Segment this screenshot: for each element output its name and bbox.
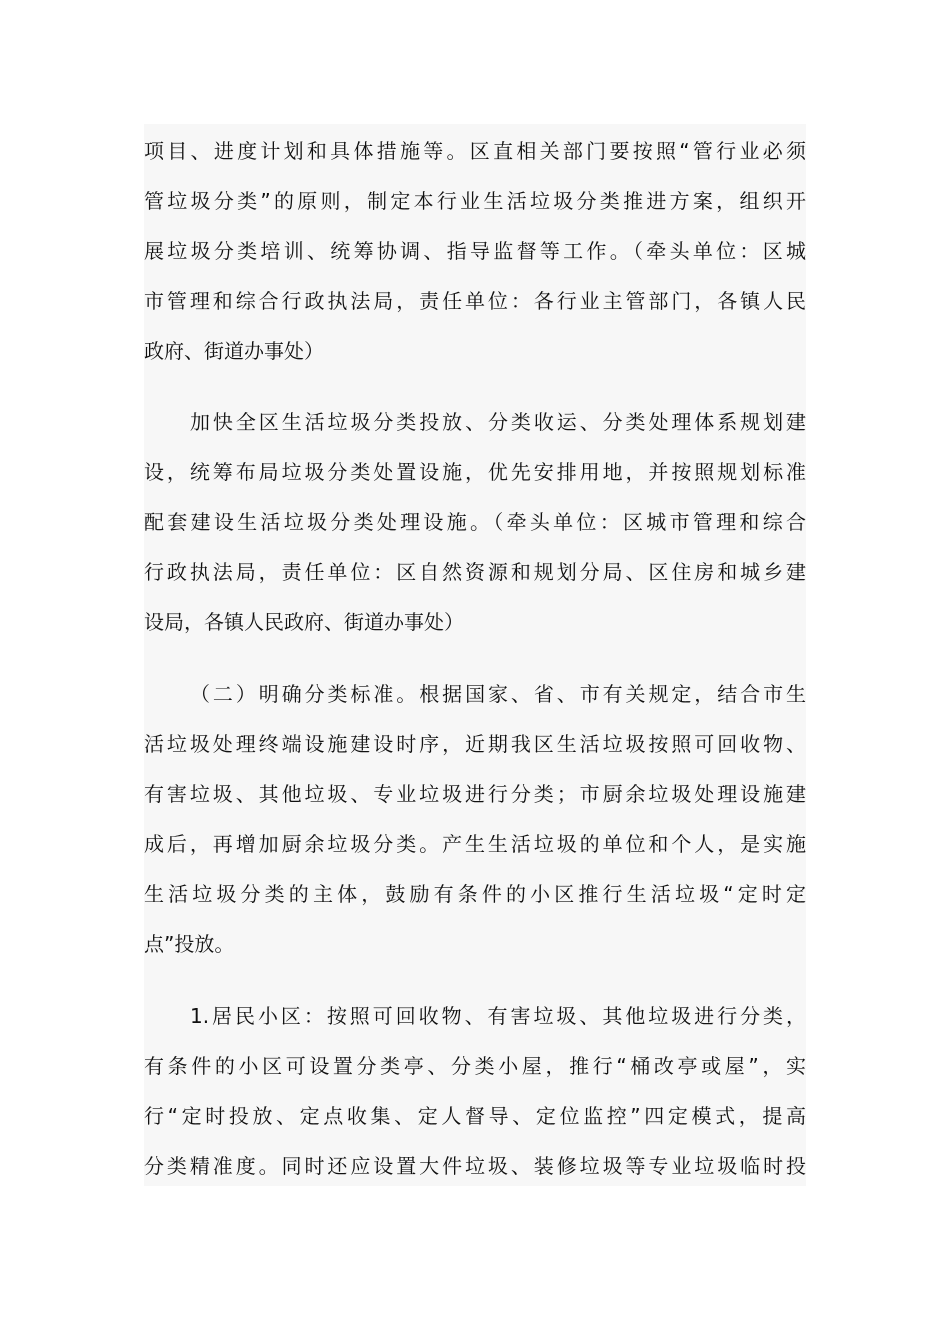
text-line: 行“定时投放、定点收集、定人督导、定位监控”四定模式，提高 xyxy=(144,1104,806,1128)
text-line: 设局，各镇人民政府、街道办事处） xyxy=(144,610,464,634)
text-line: 活垃圾处理终端设施建设时序，近期我区生活垃圾按照可回收物、 xyxy=(144,732,806,756)
text-line: 设，统筹布局垃圾分类处置设施，优先安排用地，并按照规划标准 xyxy=(144,460,806,484)
text-line: 分类精准度。同时还应设置大件垃圾、装修垃圾等专业垃圾临时投 xyxy=(144,1154,806,1178)
text-line: 1.居民小区：按照可回收物、有害垃圾、其他垃圾进行分类， xyxy=(190,1004,806,1028)
text-line: （二）明确分类标准。根据国家、省、市有关规定，结合市生 xyxy=(190,682,806,706)
text-line: 加快全区生活垃圾分类投放、分类收运、分类处理体系规划建 xyxy=(190,410,806,434)
text-line: 行政执法局，责任单位：区自然资源和规划分局、区住房和城乡建 xyxy=(144,560,806,584)
text-line: 成后，再增加厨余垃圾分类。产生生活垃圾的单位和个人，是实施 xyxy=(144,832,806,856)
text-line: 生活垃圾分类的主体，鼓励有条件的小区推行生活垃圾“定时定 xyxy=(144,882,806,906)
text-line: 展垃圾分类培训、统筹协调、指导监督等工作。（牵头单位：区城 xyxy=(144,239,806,263)
text-line: 点”投放。 xyxy=(144,932,235,956)
text-line: 配套建设生活垃圾分类处理设施。（牵头单位：区城市管理和综合 xyxy=(144,510,806,534)
text-line: 管垃圾分类”的原则，制定本行业生活垃圾分类推进方案，组织开 xyxy=(144,189,806,213)
text-line: 有条件的小区可设置分类亭、分类小屋，推行“桶改亭或屋”，实 xyxy=(144,1054,806,1078)
text-line: 项目、进度计划和具体措施等。区直相关部门要按照“管行业必须 xyxy=(144,139,806,163)
text-line: 政府、街道办事处） xyxy=(144,339,324,363)
text-line: 市管理和综合行政执法局，责任单位：各行业主管部门，各镇人民 xyxy=(144,289,806,313)
text-line: 有害垃圾、其他垃圾、专业垃圾进行分类；市厨余垃圾处理设施建 xyxy=(144,782,806,806)
